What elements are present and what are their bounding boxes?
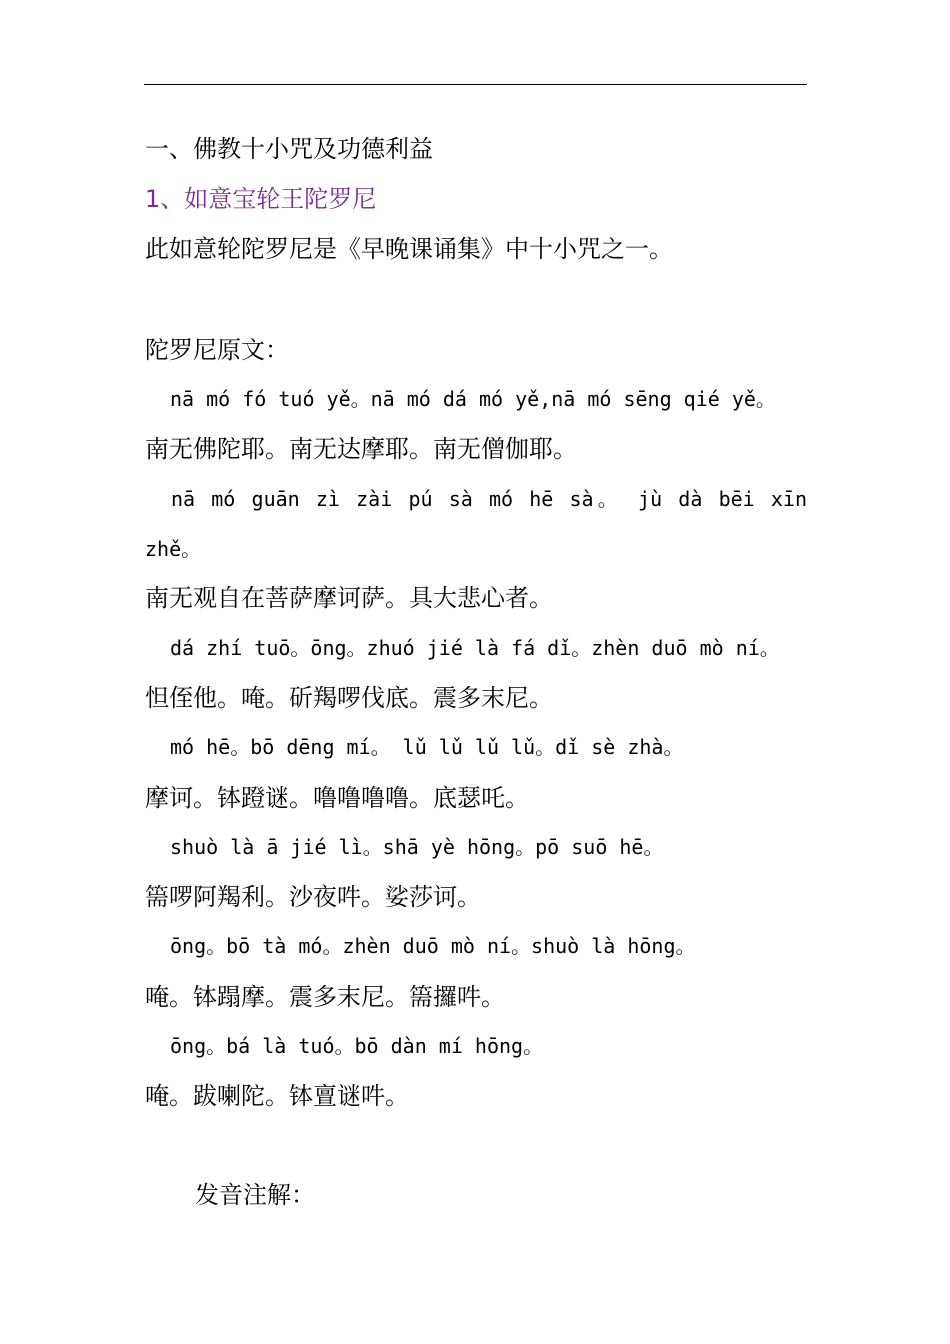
original-text-label: 陀罗尼原文： bbox=[145, 336, 289, 364]
pinyin-line: shuò là ā jié lì。shā yè hōng。pō suō hē。 bbox=[170, 835, 664, 859]
hanzi-line: 篅啰阿羯利。沙夜吽。娑莎诃。 bbox=[145, 883, 481, 911]
hanzi-line: 南无佛陀耶。南无达摩耶。南无僧伽耶。 bbox=[145, 435, 577, 463]
pronunciation-label: 发音注解： bbox=[195, 1181, 315, 1209]
pinyin-line: dá zhí tuō。ōng。zhuó jié là fá dǐ。zhèn duō mò ní。 bbox=[170, 636, 780, 660]
hanzi-line: 唵。钵蹋摩。震多末尼。篅攞吽。 bbox=[145, 983, 505, 1011]
hanzi-line: 南无观自在菩萨摩诃萨。具大悲心者。 bbox=[145, 584, 553, 612]
hanzi-line: 摩诃。钵蹬谜。噜噜噜噜。底瑟吒。 bbox=[145, 784, 529, 812]
pinyin-text: nā mó guān zì zài pú sà mó hē sà。 jù dà bēi xīn zhě。 bbox=[145, 487, 807, 561]
subheading: 1、如意宝轮王陀罗尼 bbox=[145, 185, 377, 213]
pinyin-line: mó hē。bō dēng mí。 lǔ lǔ lǔ lǔ。dǐ sè zhà。 bbox=[170, 735, 684, 759]
pinyin-line: nā mó fó tuó yě。nā mó dá mó yě,nā mó sēng qié yě。 bbox=[170, 387, 776, 411]
intro-paragraph: 此如意轮陀罗尼是《早晚课诵集》中十小咒之一。 bbox=[145, 235, 673, 263]
pinyin-line: ōng。bá là tuó。bō dàn mí hōng。 bbox=[170, 1034, 544, 1058]
hanzi-line: 怛侄他。唵。斫羯啰伐底。震多末尼。 bbox=[145, 684, 553, 712]
section-heading: 一、佛教十小咒及功德利益 bbox=[145, 135, 433, 163]
hanzi-line: 唵。跋喇陀。钵亶谜吽。 bbox=[145, 1082, 409, 1110]
pinyin-line: ōng。bō tà mó。zhèn duō mò ní。shuò là hōng。 bbox=[170, 934, 696, 958]
header-rule bbox=[144, 84, 807, 85]
pinyin-line-wrapped bbox=[145, 474, 807, 574]
